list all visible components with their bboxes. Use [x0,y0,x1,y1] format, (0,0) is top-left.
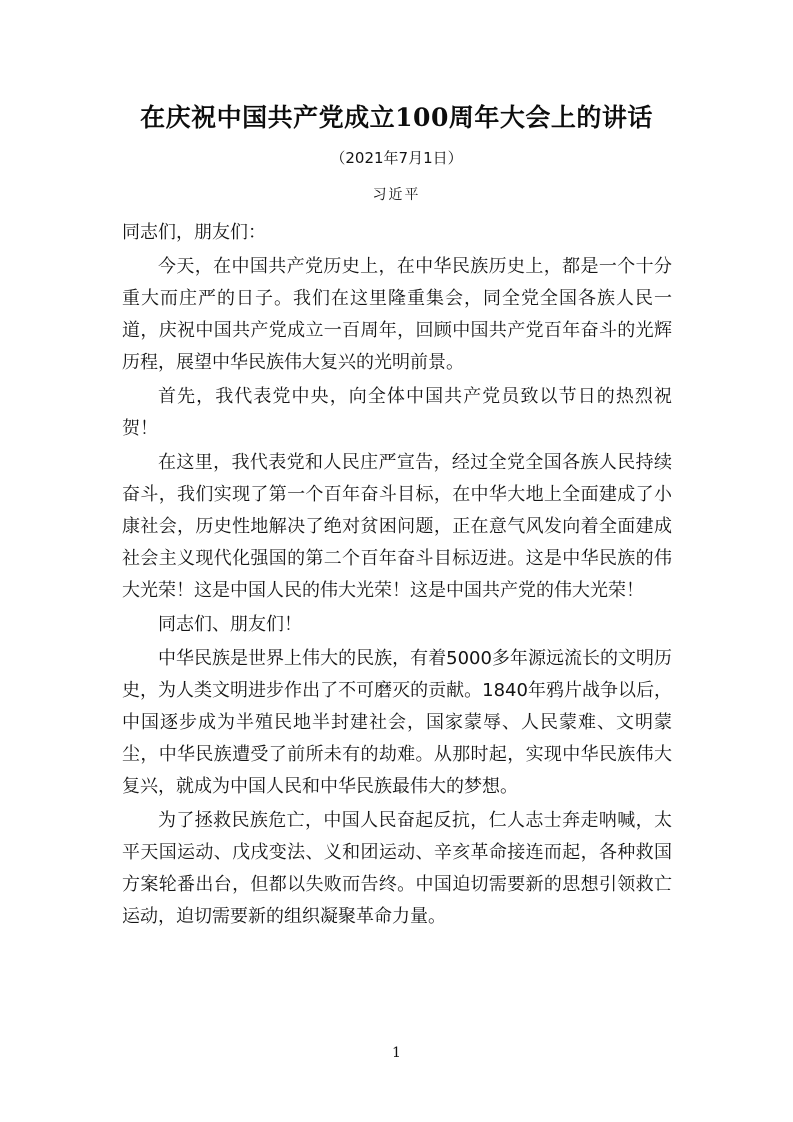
paragraph: 中华民族是世界上伟大的民族，有着5000多年源远流长的文明历史，为人类文明进步作出了不可磨灭的贡献。1840年鸦片战争以后，中国逐步成为半殖民地半封建社会，国家蒙辱、人民蒙难、文明蒙尘，中华民族遭受了前所未有的劫难。从那时起，实现中华民族伟大复兴，就成为中国人民和中华民族最伟大的梦想。 [122,648,672,797]
document-body [122,217,672,935]
paragraph: 同志们、朋友们！ [158,614,302,635]
page-number: 1 [392,1045,401,1061]
salutation: 同志们，朋友们： [122,222,266,243]
document-author: 习近平 [372,187,421,203]
paragraph: 在这里，我代表党和人民庄严宣告，经过全党全国各族人民持续奋斗，我们实现了第一个百年奋斗目标，在中华大地上全面建成了小康社会，历史性地解决了绝对贫困问题，正在意气风发向着全面建成社会主义现代化强国的第二个百年奋斗目标迈进。这是中华民族的伟大光荣！这是中国人民的伟大光荣！这是中国共产党的伟大光荣！ [122,452,672,601]
paragraph: 为了拯救民族危亡，中国人民奋起反抗，仁人志士奔走呐喊，太平天国运动、戊戌变法、义和团运动、辛亥革命接连而起，各种救国方案轮番出台，但都以失败而告终。中国迫切需要新的思想引领救亡运动，迫切需要新的组织凝聚革命力量。 [122,810,672,927]
document-title: 在庆祝中国共产党成立100周年大会上的讲话 [140,103,653,132]
document-date: （2021年7月1日） [330,149,463,167]
paragraph: 首先，我代表党中央，向全体中国共产党员致以节日的热烈祝贺！ [122,386,672,439]
paragraph: 今天，在中国共产党历史上，在中华民族历史上，都是一个十分重大而庄严的日子。我们在这里隆重集会，同全党全国各族人民一道，庆祝中国共产党成立一百周年，回顾中国共产党百年奋斗的光辉历程，展望中华民族伟大复兴的光明前景。 [122,256,672,373]
